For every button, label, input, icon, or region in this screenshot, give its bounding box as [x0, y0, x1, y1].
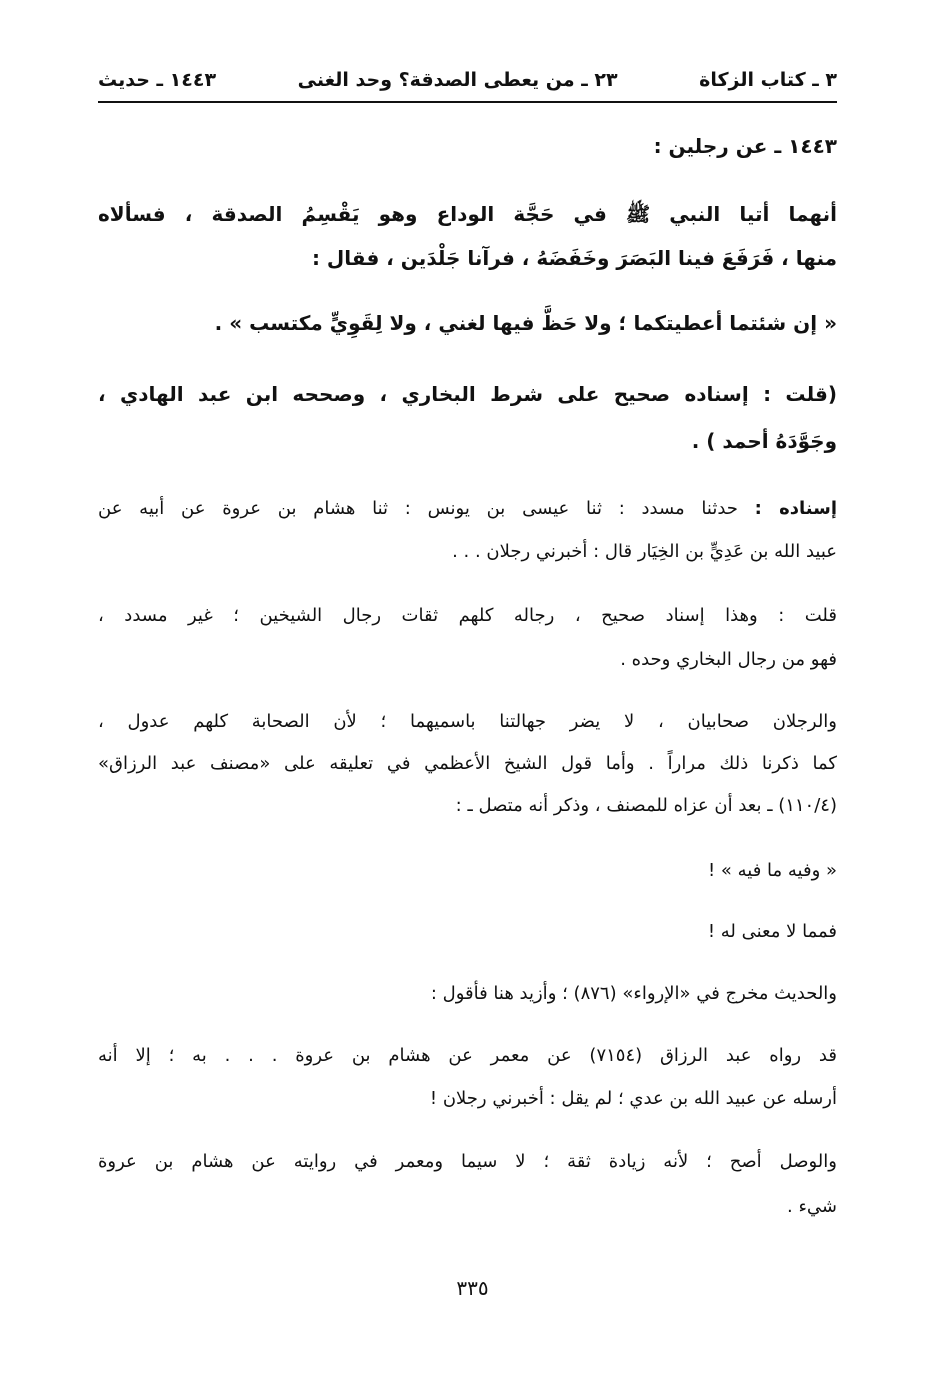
- commentary-line-12: شيء .: [787, 1196, 837, 1217]
- commentary-line-3: والرجلان صحابيان ، لا يضر جهالتنا باسميهما ؛ لأن الصحابة كلهم عدول ،: [98, 711, 837, 732]
- hadith-heading: ١٤٤٣ ـ عن رجلين :: [653, 134, 837, 158]
- isnad-label: إسناده :: [754, 498, 837, 519]
- isnad-line-2: عبيد الله بن عَدِيٍّ بن الخِيَار قال : أخبرني رجلان . . .: [452, 541, 837, 562]
- hadith-quote: « إن شئتما أعطيتكما ؛ ولا حَظَّ فيها لغني ، ولا لِقَوِيٍّ مكتسب » .: [214, 311, 837, 335]
- page-number: ٣٣٥: [456, 1276, 489, 1300]
- commentary-line-1: قلت : وهذا إسناد صحيح ، رجاله كلهم ثقات رجال الشيخين ؛ غير مسدد ،: [98, 605, 837, 626]
- commentary-line-10: أرسله عن عبيد الله بن عدي ؛ لم يقل : أخبرني رجلان !: [429, 1088, 837, 1109]
- commentary-line-6: « وفيه ما فيه » !: [707, 860, 837, 881]
- running-header: [98, 62, 837, 98]
- header-chapter: ٣ ـ كتاب الزكاة: [699, 69, 837, 91]
- commentary-line-2: فهو من رجال البخاري وحده .: [620, 649, 837, 670]
- commentary-line-9: قد رواه عبد الرزاق (٧١٥٤) عن معمر عن هشام بن عروة . . . به ؛ إلا أنه: [98, 1045, 837, 1066]
- commentary-line-7: فمما لا معنى له !: [707, 921, 837, 942]
- grading-line-1: (قلت : إسناده صحيح على شرط البخاري ، وصححه ابن عبد الهادي ،: [98, 382, 837, 406]
- header-hadith-ref: ١٤٤٣ ـ حديث: [98, 69, 217, 91]
- header-rule: [98, 101, 837, 103]
- isnad-line-1: [98, 495, 837, 523]
- grading-line-2: وجَوَّدَهُ أحمد ) .: [691, 429, 837, 453]
- commentary-line-5: (١١٠/٤) ـ بعد أن عزاه للمصنف ، وذكر أنه متصل ـ :: [455, 795, 837, 816]
- commentary-line-11: والوصل أصح ؛ لأنه زيادة ثقة ؛ لا سيما ومعمر في روايته عن هشام بن عروة: [98, 1151, 837, 1172]
- header-section: ٢٣ ـ من يعطى الصدقة؟ وحد الغنى: [297, 69, 618, 91]
- commentary-line-4: كما ذكرنا ذلك مراراً . وأما قول الشيخ الأعظمي في تعليقه على «مصنف عبد الرزاق»: [98, 753, 837, 774]
- commentary-line-8: والحديث مخرج في «الإرواء» (٨٧٦) ؛ وأزيد هنا فأقول :: [430, 983, 837, 1004]
- hadith-text-line-2: منها ، فَرَفَعَ فينا البَصَرَ وخَفَضَهُ ، فرآنا جَلْدَين ، فقال :: [311, 246, 837, 270]
- hadith-text-line-1: أنهما أتيا النبي ﷺ في حَجَّة الوداع وهو يَقْسِمُ الصدقة ، فسألاه: [98, 202, 837, 226]
- isnad-line-1-text: حدثنا مسدد : ثنا عيسى بن يونس : ثنا هشام بن عروة عن أبيه عن: [98, 498, 755, 519]
